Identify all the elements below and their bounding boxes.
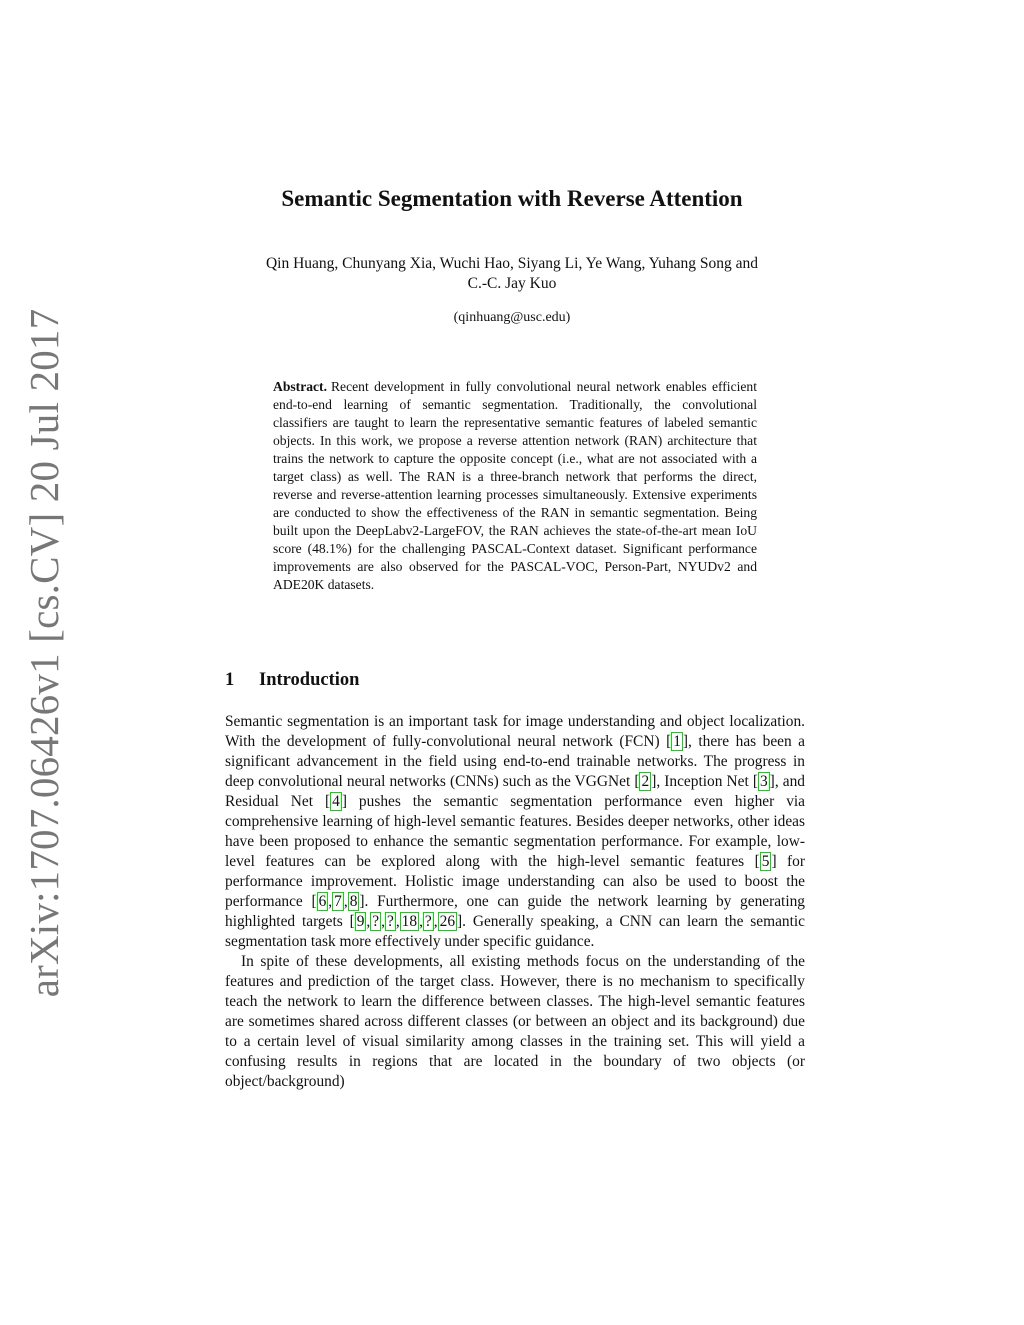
author-line-1: Qin Huang, Chunyang Xia, Wuchi Hao, Siyang Li, Ye Wang, Yuhang Song and xyxy=(265,255,759,272)
citation-link[interactable]: 6 xyxy=(318,893,327,910)
citation-link[interactable]: ? xyxy=(424,913,432,930)
abstract-label: Abstract. xyxy=(273,379,327,394)
abstract-text: Recent development in fully convolutional neural network enables efficient end-to-end learning of semantic segmentation. Traditionally, the convolutional classifiers are taught to learn the representative semantic features of labeled semantic objects. In this work, we propose a reverse attention network (RAN) architecture that trains the network to capture the opposite concept (i.e., what are not associated with a target class) as well. The RAN is a three-branch network that performs the direct, reverse and reverse-attention learning processes simultaneously. Extensive experiments are conducted to show the effectiveness of the RAN in semantic segmentation. Being built upon the DeepLabv2-LargeFOV, the RAN achieves the state-of-the-art mean IoU score (48.1%) for the challenging PASCAL-Context dataset. Significant performance improvements are also observed for the PASCAL-VOC, Person-Part, NYUDv2 and ADE20K datasets. xyxy=(273,379,757,592)
intro-text-segment: . Furthermore, one can guide the network learning by generating highlighted targets xyxy=(225,893,806,930)
citation-link[interactable]: 26 xyxy=(439,913,456,930)
intro-text-segment: , there has been a significant advancement in the field using end-to-end trainable networks. The progress in deep convolutional neural networks (CNNs) such as the VGGNet xyxy=(225,733,805,790)
arxiv-identifier-text: arXiv:1707.06426v1 [cs.CV] 20 Jul 2017 xyxy=(21,308,67,998)
intro-text-segment: pushes the semantic segmentation performance even higher via comprehensive learning of high-level semantic features. Besides deeper networks, other ideas have been proposed to enhance the semantic segmentation performance. For example, low-level features can be explored along with the high-level semantic features xyxy=(225,793,805,870)
citation-link[interactable]: ? xyxy=(372,913,380,930)
citation-link[interactable]: 1 xyxy=(673,733,681,750)
intro-paragraph-2: In spite of these developments, all existing methods focus on the understanding of the features and prediction of the target class. However, there is no mechanism to specifically teach the network to learn the difference between classes. The high-level semantic features are sometimes shared across different classes (or between an object and its background) due to a certain level of visual similarity among classes in the training set. This will yield a confusing results in regions that are located in the boundary of two objects (or object/background) xyxy=(225,953,805,1090)
author-email: (qinhuang@usc.edu) xyxy=(453,310,571,325)
abstract-block xyxy=(273,378,757,594)
paper-title: Semantic Segmentation with Reverse Attention xyxy=(281,186,743,211)
author-line-2: C.-C. Jay Kuo xyxy=(467,275,557,292)
intro-paragraph-1: Semantic segmentation is an important task for image understanding and object localization. With the development of fully-convolutional neural network (FCN) [ 1 ], there has been a significant advancement in the field using end-to-end trainable networks. The progress in deep convolutional neural networks (CNNs) such as the VGGNet [ 2 ], Inception Net [ 3 ], and Residual Net [ 4 ] pushes the semantic segmentation performance even higher via comprehensive learning of high-level semantic features. Besides deeper networks, other ideas have been proposed to enhance the semantic segmentation performance. For example, low-level features can be explored along with the high-level semantic features [ 5 ] for performance improvement. Holistic image understanding can also be used to boost the performance [ 6 , 7 , 8 ]. Furthermore, one can guide the network learning by generating highlighted targets [ 9 , ? , ? , 18 , ? , 26 ]. Generally speaking, a CNN can learn the semantic segmentation task more effectively under specific guidance. xyxy=(225,713,806,950)
intro-text-segment: , Inception Net xyxy=(656,773,753,790)
citation-link[interactable]: 3 xyxy=(759,773,768,790)
intro-text-segment: . Generally speaking, a CNN can learn the semantic segmentation task more effectively under specific guidance. xyxy=(225,913,805,950)
citation-link[interactable]: 9 xyxy=(356,913,365,930)
intro-text-segment: for performance improvement. Holistic image understanding can also be used to boost the performance xyxy=(225,853,806,910)
citation-link[interactable]: 7 xyxy=(334,893,342,910)
author-list xyxy=(200,254,824,294)
introduction-body xyxy=(225,712,805,1092)
citation-link[interactable]: 18 xyxy=(401,913,418,930)
citation-link[interactable]: 4 xyxy=(332,793,340,810)
section-title: Introduction xyxy=(259,670,360,690)
intro-text-segment: Semantic segmentation is an important task for image understanding and object localization. With the development of fully-convolutional neural network (FCN) xyxy=(225,713,805,750)
section-heading-introduction xyxy=(225,670,359,691)
citation-link[interactable]: 2 xyxy=(641,773,650,790)
citation-link[interactable]: 5 xyxy=(761,853,770,870)
citation-link[interactable]: ? xyxy=(386,913,394,930)
section-number: 1 xyxy=(225,670,235,690)
citation-link[interactable]: 8 xyxy=(349,893,358,910)
intro-text-segment: , and Residual Net xyxy=(225,773,805,810)
